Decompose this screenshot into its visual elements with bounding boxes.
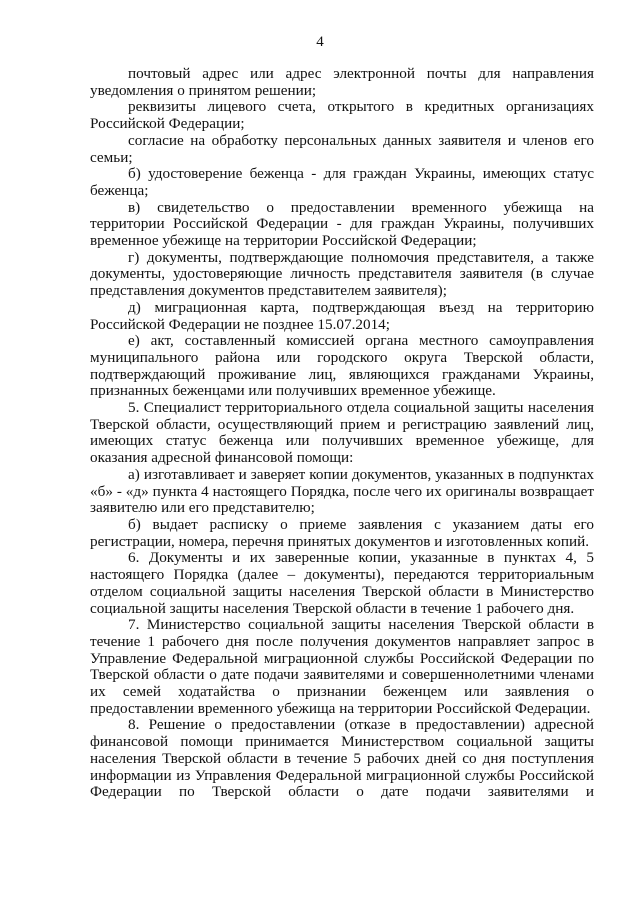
paragraph-4v-temporary-asylum: в) свидетельство о предоставлении временного убежища на территории Российской Федерации - для граждан Украины, получивших временное убежище на территории Российской Федерации;: [90, 198, 594, 250]
paragraph-6-documents-transfer: 6. Документы и их заверенные копии, указанные в пунктах 4, 5 настоящего Порядка (далее – документы), передаются территориальным отделом социальной защиты населения Тверской области в Министерство социальной защиты населения Тверской области в течение 1 рабочего дня.: [90, 549, 594, 617]
paragraph-consent: согласие на обработку персональных данных заявителя и членов его семьи;: [90, 131, 594, 166]
paragraph-4d-migration-card: д) миграционная карта, подтверждающая въезд на территорию Российской Федерации не позднее 15.07.2014;: [90, 298, 594, 333]
document-body: [90, 66, 594, 801]
paragraph-postal-address: почтовый адрес или адрес электронной почты для направления уведомления о принятом решении;: [90, 65, 594, 99]
paragraph-5-specialist: 5. Специалист территориального отдела социальной защиты населения Тверской области, осуществляющий прием и регистрацию заявлений лиц, имеющих статус беженца или получивших временное убежище, для оказания адресной финансовой помощи:: [90, 399, 594, 467]
paragraph-4e-commission-act: е) акт, составленный комиссией органа местного самоуправления муниципального района или городского округа Тверской области, подтверждающий проживание лиц, являющихся гражданами Украины, признанных беженцами или получивших временное убежище.: [90, 332, 594, 400]
paragraph-5a-copies: а) изготавливает и заверяет копии документов, указанных в подпунктах «б» - «д» пункта 4 настоящего Порядка, после чего их оригиналы возвращает заявителю или его представителю;: [90, 465, 594, 517]
paragraph-account-details: реквизиты лицевого счета, открытого в кредитных организациях Российской Федерации;: [90, 98, 594, 133]
page-number: 4: [316, 34, 324, 50]
paragraph-8-decision: 8. Решение о предоставлении (отказе в предоставлении) адресной финансовой помощи принимается Министерством социальной защиты населения Тверской области в течение 5 рабочих дней со дня поступления информации из Управления Федеральной миграционной службы Российской Федерации по Тверской области о дате подачи заявителями и: [90, 716, 594, 801]
paragraph-7-ministry-request: 7. Министерство социальной защиты населения Тверской области в течение 1 рабочего дня после получения документов направляет запрос в Управление Федеральной миграционной службы Российской Федерации по Тверской области о дате подачи заявителями и совершеннолетними членами их семей ходатайства о признании беженцем или заявления о предоставлении временного убежища на территории Российской Федерации.: [90, 616, 594, 717]
paragraph-4g-representative-documents: г) документы, подтверждающие полномочия представителя, а также документы, удостоверяющие личность представителя заявителя (в случае представления документов представителем заявителя);: [90, 248, 594, 300]
paragraph-4b-refugee-certificate: б) удостоверение беженца - для граждан Украины, имеющих статус беженца;: [90, 165, 594, 199]
paragraph-5b-receipt: б) выдает расписку о приеме заявления с указанием даты его регистрации, номера, перечня принятых документов и изготовленных копий.: [90, 515, 594, 550]
